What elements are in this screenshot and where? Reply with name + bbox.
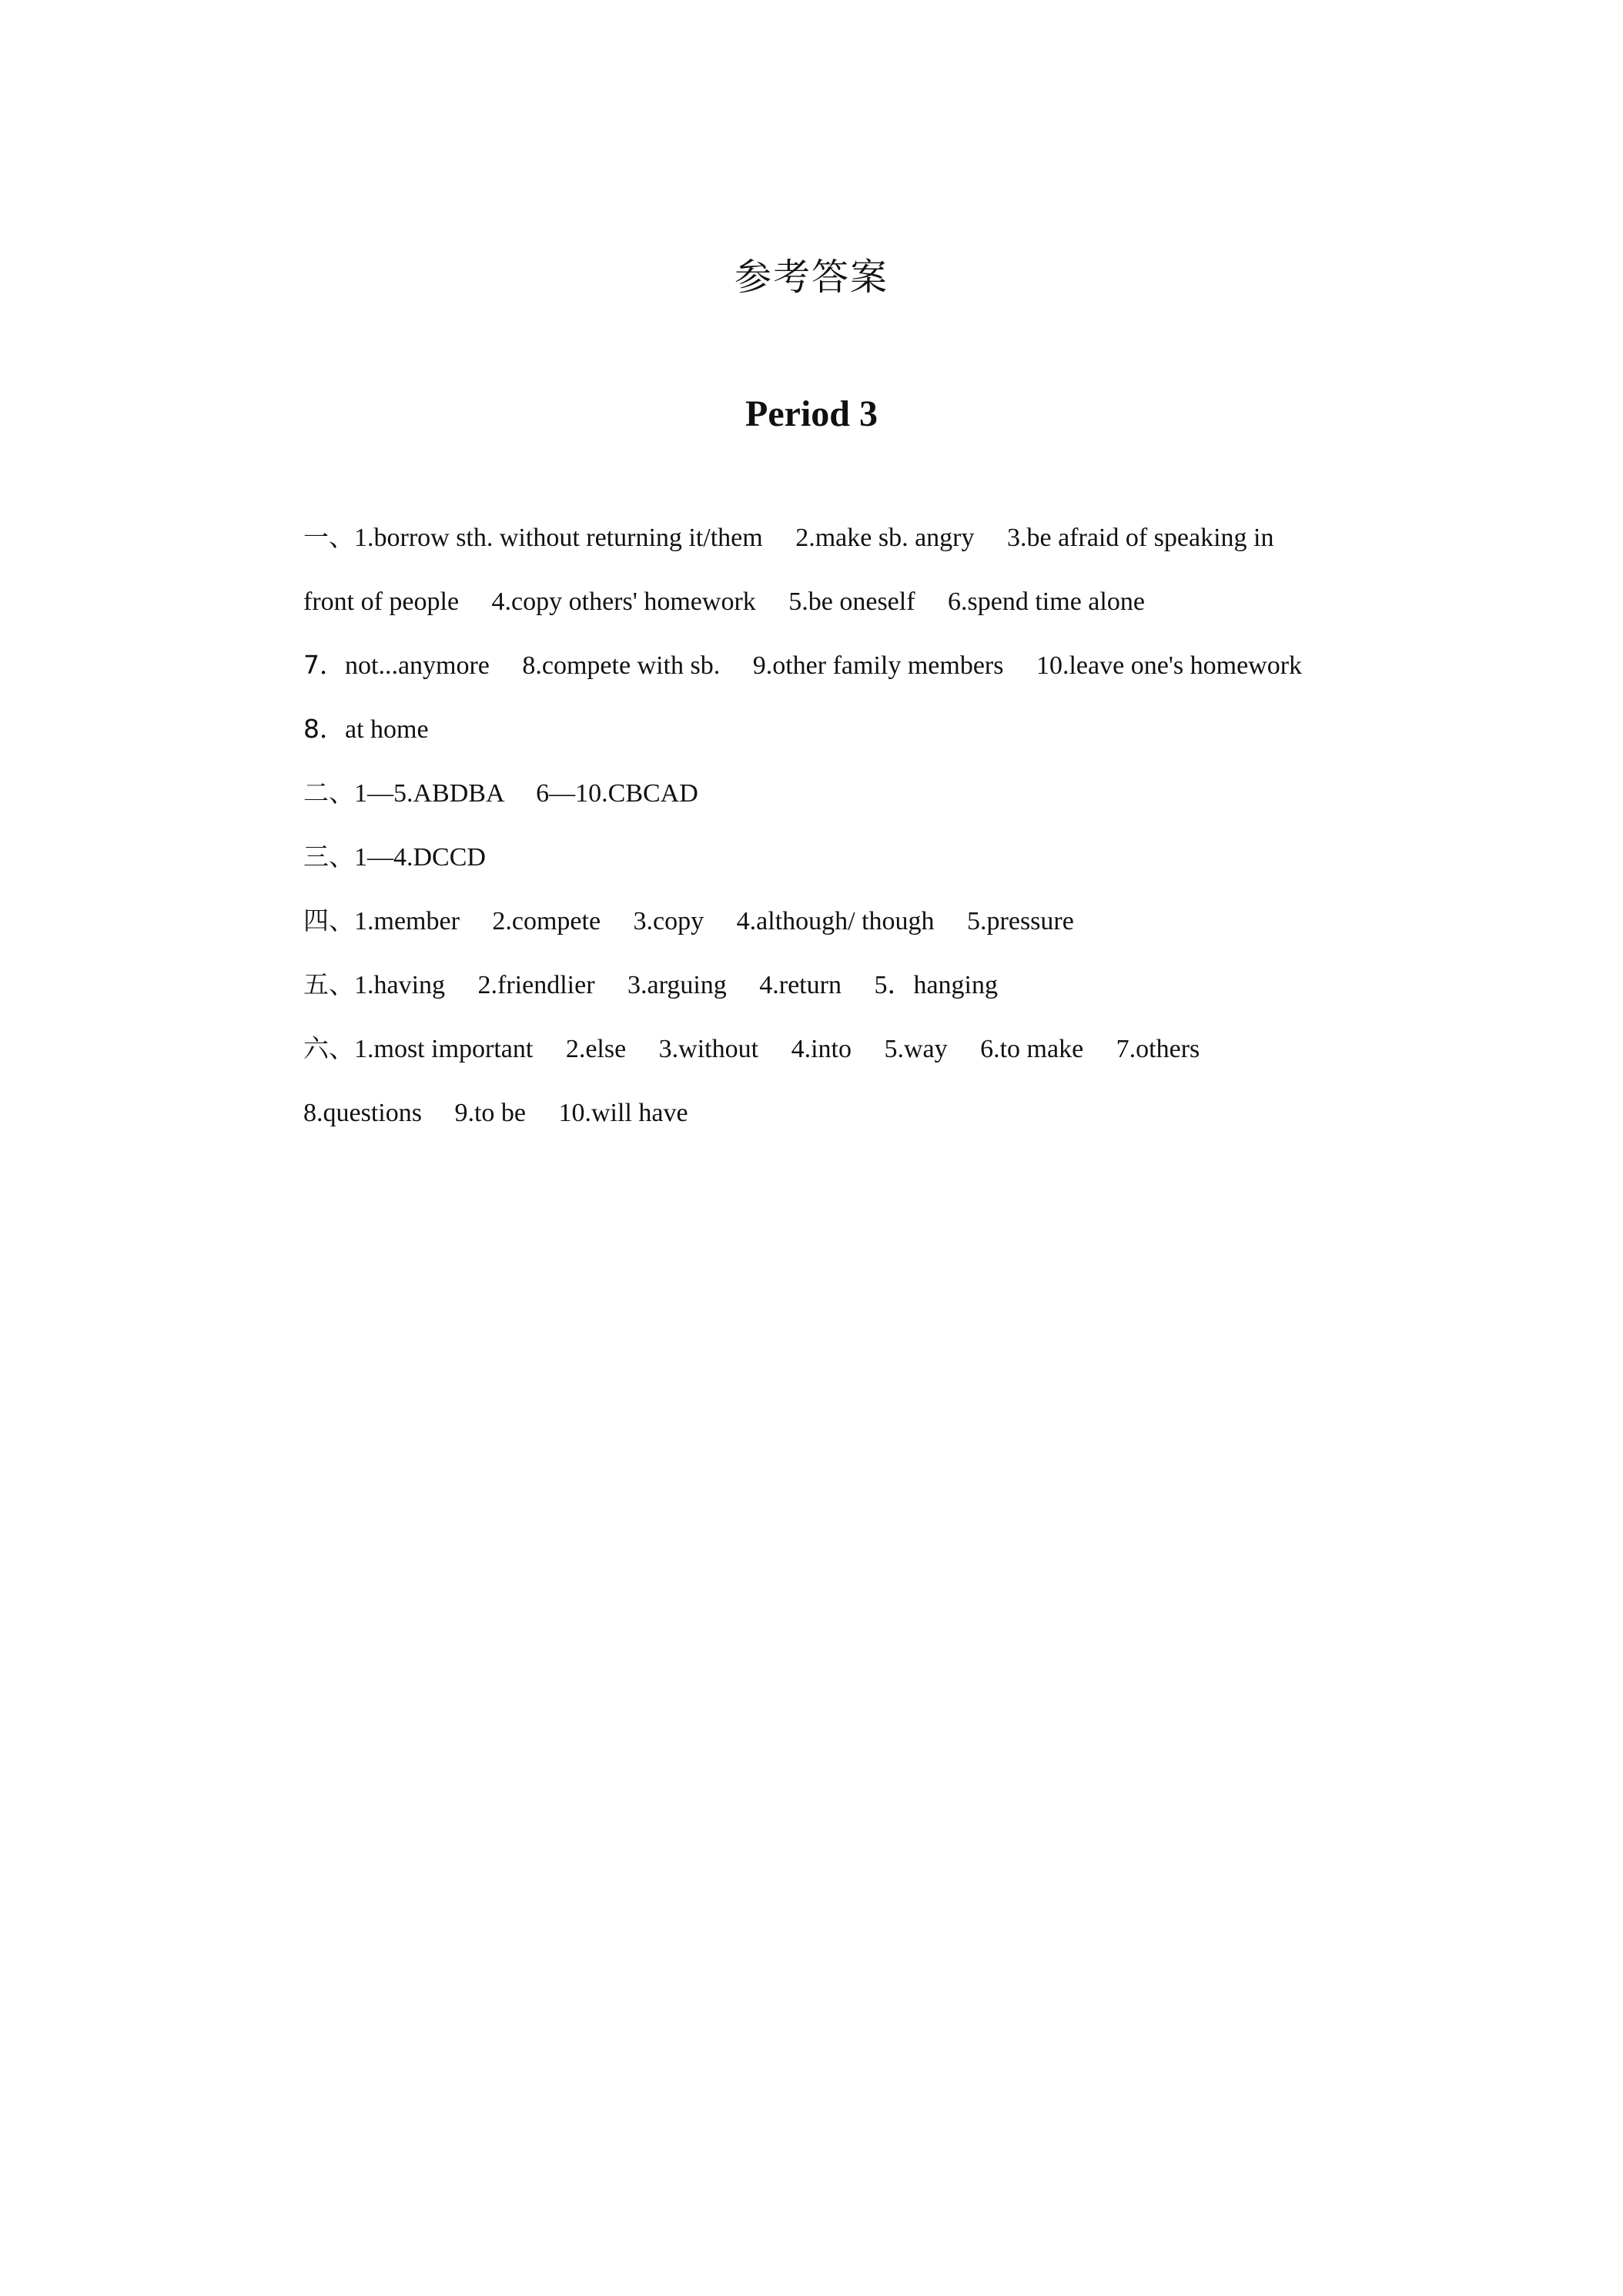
answer-line — [303, 898, 1397, 962]
answer-line-text: 1.having 2.friendlier 3.arguing 4.return 5．hanging — [354, 971, 998, 999]
answer-line — [303, 514, 1397, 578]
answer-line-prefix: 7． — [303, 650, 345, 680]
answer-line-text: 1.borrow sth. without returning it/them 2.make sb. angry 3.be afraid of speaking in — [354, 524, 1274, 552]
answer-line-prefix: 二、 — [303, 778, 354, 808]
answer-line-prefix: 六、 — [303, 1033, 354, 1063]
answer-line — [303, 962, 1397, 1026]
answer-line-prefix: 三、 — [303, 842, 354, 872]
answer-line — [303, 1089, 1397, 1153]
answer-line-prefix: 四、 — [303, 905, 354, 935]
answer-line — [303, 834, 1397, 898]
answer-line — [303, 770, 1397, 834]
answer-line — [303, 1026, 1397, 1089]
answer-line-text: at home — [345, 715, 429, 744]
answer-line-prefix: 一、 — [303, 522, 354, 552]
answer-line-prefix: 8． — [303, 714, 345, 744]
answer-line-text: 1.most important 2.else 3.without 4.into 5.way 6.to make 7.others — [354, 1035, 1200, 1063]
answer-line — [303, 706, 1397, 770]
section-title: Period 3 — [745, 393, 878, 434]
answer-line — [303, 642, 1397, 706]
answer-line — [303, 578, 1397, 642]
answer-line-text: 8.questions 9.to be 10.will have — [303, 1099, 688, 1127]
answer-line-text: 1—4.DCCD — [354, 843, 486, 872]
answer-line-text: front of people 4.copy others' homework 5.be oneself 6.spend time alone — [303, 587, 1145, 616]
answer-line-text: not...anymore 8.compete with sb. 9.other family members 10.leave one's homework — [345, 651, 1303, 680]
answer-list — [303, 514, 1397, 1153]
answer-line-text: 1—5.ABDBA 6—10.CBCAD — [354, 779, 698, 808]
answer-line-prefix: 五、 — [303, 969, 354, 999]
page-title: 参考答案 — [734, 256, 888, 299]
answer-line-text: 1.member 2.compete 3.copy 4.although/ though 5.pressure — [354, 907, 1074, 935]
